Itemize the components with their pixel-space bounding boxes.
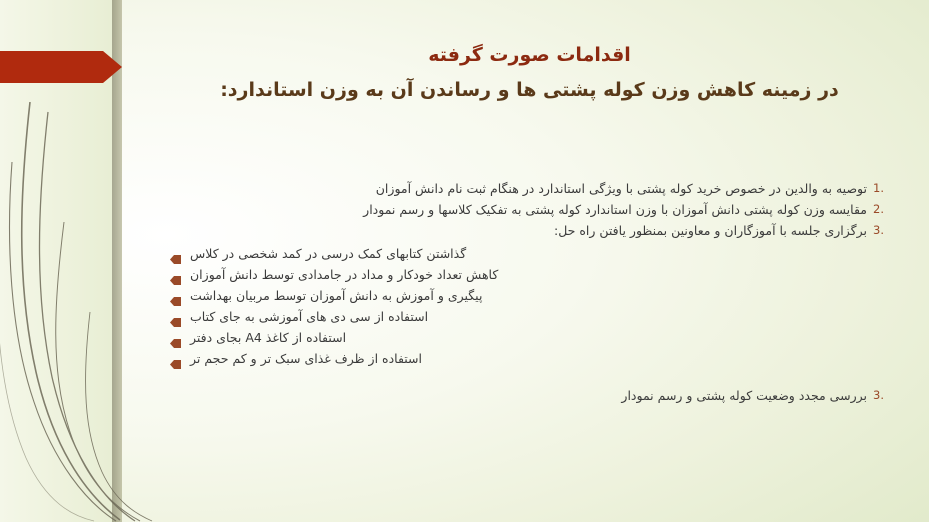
list-item-text: مقایسه وزن کوله پشتی دانش آموزان با وزن استاندارد کوله پشتی به تفکیک کلاسها و رسم نمودار: [363, 202, 867, 217]
list-item: [170, 285, 893, 306]
list-item: [170, 327, 893, 348]
title-line-2: در زمینه کاهش وزن کوله پشتی ها و رساندن آن به وزن استاندارد:: [220, 79, 839, 101]
slide-body: [170, 178, 893, 406]
sub-item-text: گذاشتن کتابهای کمک درسی در کمد شخصی در کلاس: [190, 246, 467, 261]
arrow-bullet-icon: [170, 333, 181, 342]
list-item-text: برگزاری جلسه با آموزگاران و معاونین بمنظور یافتن راه حل:: [553, 223, 867, 238]
sub-item-text: استفاده از کاغذ A4 بجای دفتر: [190, 330, 347, 345]
title-banner-arrow: [0, 51, 125, 83]
sub-item-text: استفاده از ظرف غذای سبک تر و کم حجم تر: [190, 351, 423, 366]
numbered-list-final: [170, 385, 893, 406]
arrow-bullet-icon: [170, 312, 181, 321]
sub-item-text: استفاده از سی دی های آموزشی به جای کتاب: [190, 309, 429, 324]
list-item: [170, 348, 893, 369]
arrow-bullet-icon: [170, 249, 181, 258]
list-item: [170, 264, 893, 285]
arrow-bullet-icon: [170, 291, 181, 300]
list-item-number: 2.: [873, 202, 884, 216]
list-item: [170, 220, 893, 241]
list-item-text: بررسی مجدد وضعیت کوله پشتی و رسم نمودار: [621, 388, 867, 403]
list-item: [170, 243, 893, 264]
sub-item-text: کاهش تعداد خودکار و مداد در جامدادی توسط دانش آموزان: [190, 267, 499, 282]
arrow-bullet-icon: [170, 270, 181, 279]
list-item-number: 3.: [873, 223, 884, 237]
sub-item-text: پیگیری و آموزش به دانش آموزان توسط مربیان بهداشت: [190, 288, 483, 303]
list-item-text: توصیه به والدین در خصوص خرید کوله پشتی با ویژگی استاندارد در هنگام ثبت نام دانش آموزان: [375, 181, 867, 196]
list-item: [170, 199, 893, 220]
list-item: [170, 306, 893, 327]
numbered-list: [170, 178, 893, 241]
title-line-1: اقدامات صورت گرفته: [428, 44, 631, 66]
list-item-number: 3.: [873, 388, 884, 402]
list-item-number: 1.: [873, 181, 884, 195]
sub-bullet-list: [170, 243, 893, 369]
arrow-bullet-icon: [170, 354, 181, 363]
list-item: [170, 385, 893, 406]
list-item: [170, 178, 893, 199]
list-spacer: [170, 369, 893, 385]
page-title: [130, 40, 929, 106]
